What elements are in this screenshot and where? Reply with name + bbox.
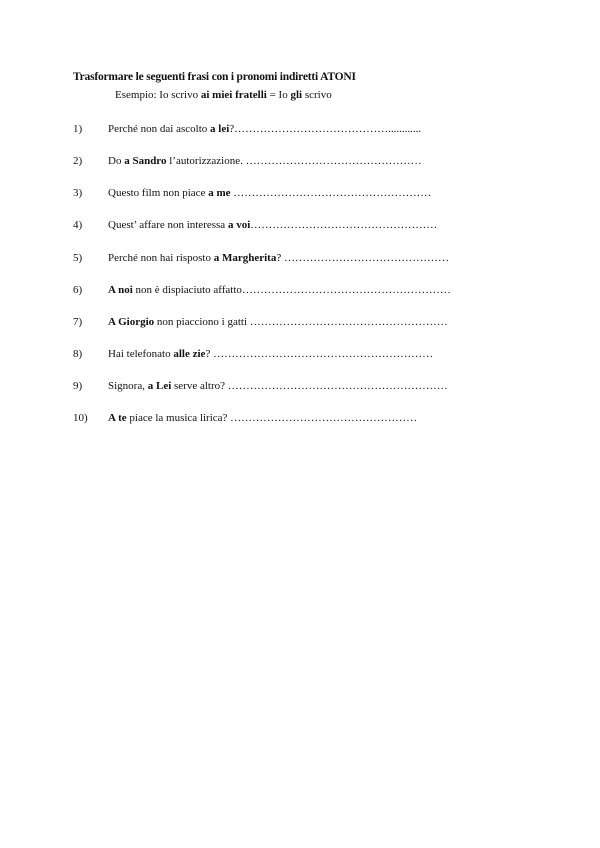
example-line	[115, 89, 332, 101]
item-text-pre: Hai telefonato	[108, 348, 174, 360]
example-middle: = Io	[266, 89, 291, 101]
item-number: 1)	[73, 123, 83, 135]
example-bold-pronoun: gli	[290, 89, 303, 101]
item-number: 2)	[73, 155, 83, 167]
item-bold-phrase: A te	[108, 412, 127, 424]
item-bold-phrase: a Lei	[147, 380, 172, 392]
item-text-pre: Questo film non piace	[108, 187, 209, 199]
item-text-pre: Signora,	[108, 380, 148, 392]
item-text-post: piace la musica lirica? ……………………………………………	[126, 412, 418, 424]
example-prefix: Esempio: Io scrivo	[115, 89, 201, 101]
item-sentence	[108, 123, 421, 135]
item-sentence	[108, 316, 448, 328]
item-number: 5)	[73, 252, 83, 264]
item-number: 4)	[73, 219, 83, 231]
item-number: 10)	[73, 412, 88, 424]
item-bold-phrase: A Giorgio	[108, 316, 155, 328]
item-bold-phrase: alle zie	[173, 348, 206, 360]
item-text-post: non piacciono i gatti ………………………………………………	[154, 316, 448, 328]
item-sentence	[108, 187, 431, 199]
item-sentence	[108, 155, 422, 167]
item-sentence	[108, 219, 437, 231]
item-text-post: ……………………………………………	[250, 219, 438, 231]
item-sentence	[108, 348, 433, 360]
example-bold-phrase: ai miei fratelli	[200, 89, 267, 101]
item-number: 7)	[73, 316, 83, 328]
item-sentence	[108, 284, 451, 296]
item-text-post: l’autorizzazione. …………………………………………	[166, 155, 422, 167]
item-sentence	[108, 380, 448, 392]
item-text-pre: Perché non dai ascolto	[108, 123, 211, 135]
item-text-post: ?……………………………………............	[229, 123, 422, 135]
item-number: 9)	[73, 380, 83, 392]
item-text-pre: Quest’ affare non interessa	[108, 219, 228, 231]
item-number: 3)	[73, 187, 83, 199]
item-bold-phrase: a lei	[210, 123, 230, 135]
worksheet-title: Trasformare le seguenti frasi con i pronomi indiretti ATONI	[73, 71, 356, 83]
item-bold-phrase: A noi	[108, 284, 133, 296]
item-number: 6)	[73, 284, 83, 296]
example-suffix: scrivo	[302, 89, 332, 101]
item-bold-phrase: a voi	[227, 219, 251, 231]
item-sentence	[108, 412, 417, 424]
item-number: 8)	[73, 348, 83, 360]
item-text-pre: Perché non hai risposto	[108, 252, 214, 264]
item-bold-phrase: a Margherita	[213, 252, 277, 264]
item-text-post: ………………………………………………	[230, 187, 432, 199]
item-sentence	[108, 252, 449, 264]
item-text-post: non è dispiaciuto affatto…………………………………………………	[132, 284, 451, 296]
item-text-post: serve altro? ……………………………………………………	[171, 380, 448, 392]
item-bold-phrase: a me	[208, 187, 231, 199]
item-text-post: ? ………………………………………	[276, 252, 449, 264]
item-text-post: ? ……………………………………………………	[205, 348, 434, 360]
item-text-pre: Do	[108, 155, 125, 167]
item-bold-phrase: a Sandro	[124, 155, 167, 167]
